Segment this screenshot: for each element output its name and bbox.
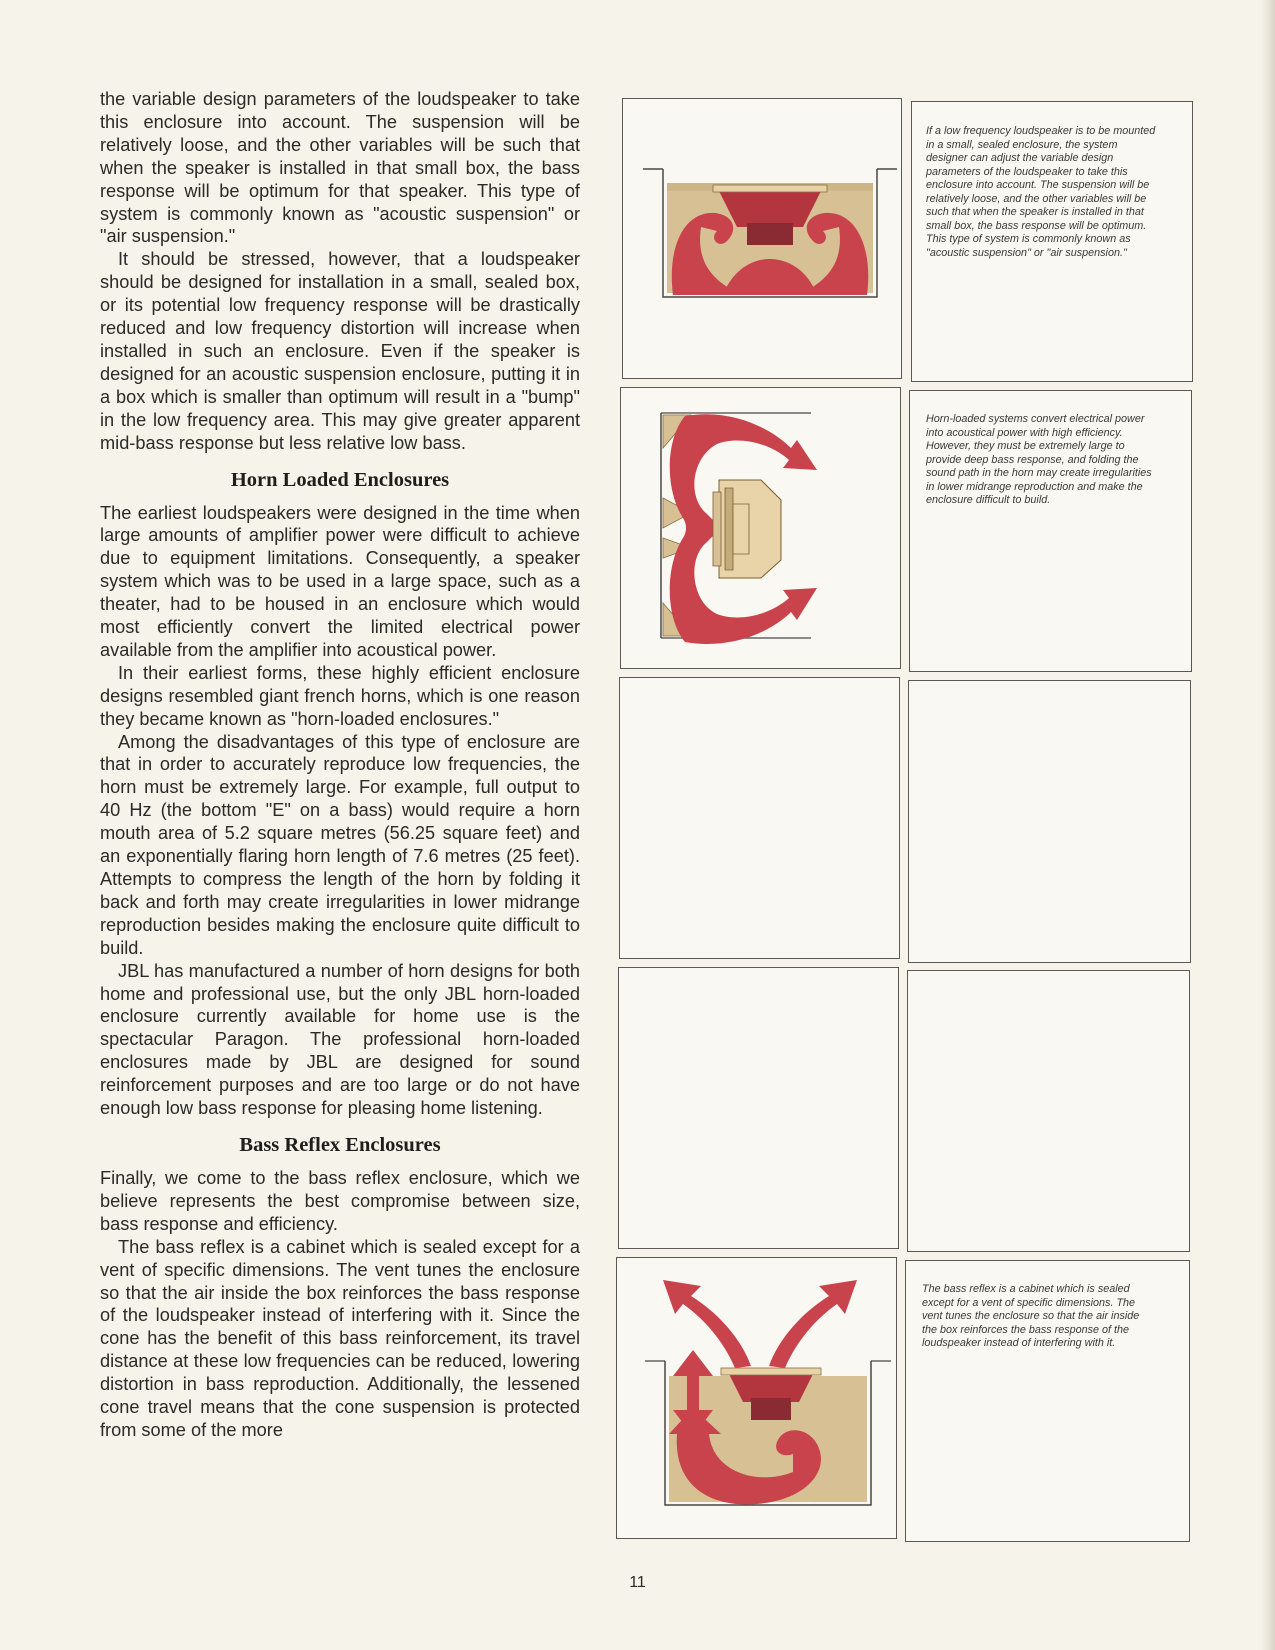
paragraph-disadvantages: Among the disadvantages of this type of enclosure are that in order to accurately reproduce low frequencies, the horn must be extremely large. For example, full output to 40 Hz (the bottom "E" on a bass) would require a horn mouth area of 5.2 square metres (56.25 square feet) and an exponentially flaring horn length of 7.6 metres (25 feet). Attempts to compress the length of the horn by folding it back and forth may create irregularities in lower midrange reproduction besides making the enclosure quite difficult to build. xyxy=(100,731,580,958)
empty-panel-left-row4 xyxy=(618,967,899,1249)
caption-horn-loaded: Horn-loaded systems convert electrical power into acoustical power with high efficiency. However, they must be extremely large to provide deep bass response, and folding the sound path in the horn may create irregularities in lower midrange reproduction and make the enclosure difficult to build. xyxy=(926,413,1152,506)
empty-panel-right-row3 xyxy=(908,680,1191,963)
caption-panel-horn-loaded xyxy=(909,390,1192,672)
paragraph-earliest-loudspeakers: The earliest loudspeakers were designed in the time when large amounts of amplifier power were difficult to achieve due to equipment limitations. Consequently, a speaker system which was to be used in a large space, such as a theater, had to be housed in an enclosure which would most efficiently convert the limited electrical power available from the amplifier into acoustical power. xyxy=(100,502,580,660)
caption-panel-acoustic-suspension xyxy=(911,101,1193,382)
empty-panel-right-row4 xyxy=(907,970,1190,1252)
caption-panel-bass-reflex xyxy=(905,1260,1190,1542)
paragraph-acoustic-suspension: the variable design parameters of the loudspeaker to take this enclosure into account. The suspension will be relatively loose, and the other variables will be such that when the speaker is installed in that small box, the bass response will be optimum for that speaker. This type of system is commonly known as "acoustic suspension" or "air suspension." xyxy=(100,89,580,247)
empty-panel-left-row3 xyxy=(619,677,900,959)
illustration-panel-bass-reflex xyxy=(616,1257,897,1539)
horn-loaded-illustration xyxy=(621,388,902,670)
paragraph-stress: It should be stressed, however, that a loudspeaker should be designed for installation in a small, sealed box, or its potential low frequency response will be drastically reduced and low frequency distortion will increase when installed in such an enclosure. Even if the speaker is designed for an acoustic suspension enclosure, putting it in a box which is smaller than optimum will result in a "bump" in the low frequency area. This may give greater apparent mid-bass response but less relative low bass. xyxy=(100,249,580,453)
caption-bass-reflex: The bass reflex is a cabinet which is sealed except for a vent of specific dimensions. The vent tunes the enclosure so that the air inside the box reinforces the bass response of the loudspeaker instead of interfering with it. xyxy=(922,1283,1140,1349)
bass-reflex-illustration xyxy=(617,1258,898,1540)
page-number: 11 xyxy=(629,1574,646,1591)
paragraph-french-horns: In their earliest forms, these highly efficient enclosure designs resembled giant french horns, which is one reason they became known as "horn-loaded enclosures." xyxy=(100,662,580,729)
paragraph-bass-reflex-intro: Finally, we come to the bass reflex enclosure, which we believe represents the best compromise between size, bass response and efficiency. xyxy=(100,1167,580,1234)
heading-bass-reflex: Bass Reflex Enclosures xyxy=(239,1133,441,1156)
illustration-panel-horn-loaded xyxy=(620,387,901,669)
body-text-column xyxy=(100,88,580,1442)
acoustic-suspension-illustration xyxy=(623,99,903,380)
paragraph-jbl-horns: JBL has manufactured a number of horn designs for both home and professional use, but the only JBL horn-loaded enclosure currently available for home use is the spectacular Paragon. The professional horn-loaded enclosures made by JBL are designed for sound reinforcement purposes and are too large or do not have enough low bass response for pleasing home listening. xyxy=(100,960,580,1119)
page-edge-shadow xyxy=(1261,0,1275,1650)
illustration-panel-acoustic-suspension xyxy=(622,98,902,379)
paragraph-bass-reflex-detail: The bass reflex is a cabinet which is sealed except for a vent of specific dimensions. The vent tunes the enclosure so that the air inside the box reinforces the bass response of the loudspeaker instead of interfering with it. Since the cone has the benefit of this bass reinforcement, its travel distance at these low frequencies can be reduced, lowering distortion in bass reproduction. Additionally, the lessened cone travel means that the cone suspension is protected from some of the more xyxy=(100,1236,580,1440)
heading-horn-loaded: Horn Loaded Enclosures xyxy=(230,468,450,491)
caption-acoustic-suspension: If a low frequency loudspeaker is to be mounted in a small, sealed enclosure, the system designer can adjust the variable design parameters of the loudspeaker to take this enclosure into account. The suspension will be relatively loose, and the other variables will be such that when the speaker is installed in that small box, the bass response will be optimum. This type of system is commonly known as "acoustic suspension" or "air suspension." xyxy=(926,125,1156,259)
